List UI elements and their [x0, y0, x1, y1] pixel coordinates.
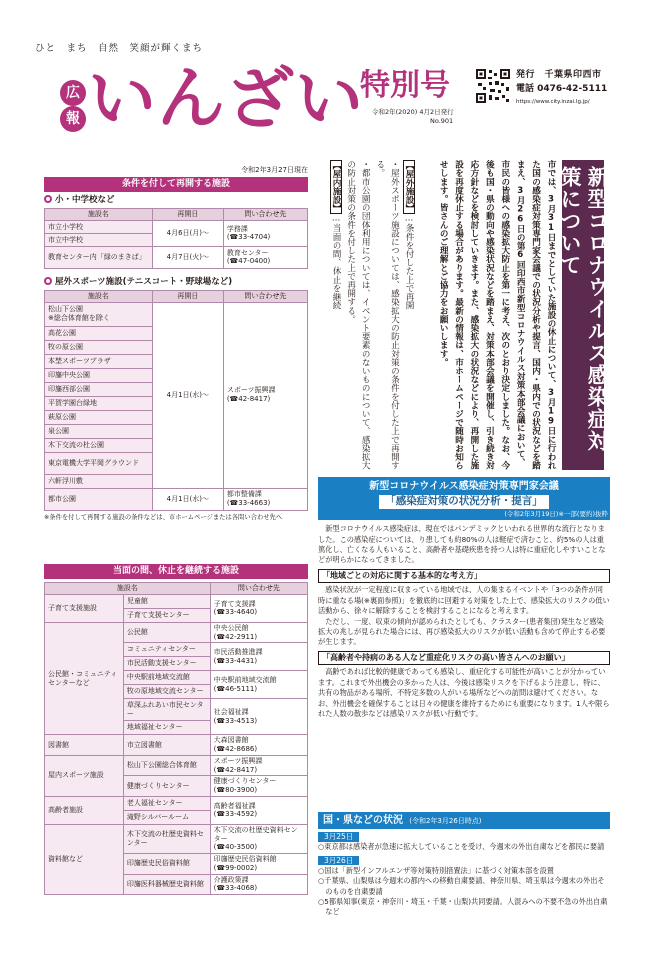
facility-category: 資料館など	[45, 824, 124, 894]
reopen-date: 4月6日(月)～	[152, 220, 223, 246]
national-date-1: 3月25日	[318, 832, 359, 842]
notes-outdoor-sports: ・屋外スポーツ施設については、感染拡大の防止対策の条件を付した上で再開する。	[374, 160, 400, 470]
table-row	[45, 220, 308, 233]
table-row	[45, 488, 308, 510]
contact: 教育センター (☎47-0400)	[223, 246, 307, 268]
notes-indoor-line	[328, 160, 343, 470]
col-header-facility: 施設名	[45, 209, 153, 221]
facility-name: 六軒浮川敷	[45, 474, 153, 488]
contact: 学務課 (☎33-4704)	[223, 220, 307, 246]
facility-category: 屋内スポーツ施設	[45, 755, 124, 796]
issue-number: No.901	[430, 117, 454, 125]
intro-text	[420, 160, 558, 470]
expert-bar: 新型コロナウイルス感染症対策専門家会議	[369, 481, 559, 492]
national-item: ○千葉県、山梨県は今週末の都内への移動自粛要請、神奈川県、埼玉県は今週末の外出そのものを自粛要請	[318, 876, 605, 896]
koho-badge-1: 広	[60, 80, 86, 106]
facility-name: 牧の原公園	[45, 340, 153, 354]
contact: 印旛歴史民俗資料館 (☎99-0002)	[210, 854, 307, 875]
facility-notes	[316, 160, 416, 470]
headline: 新型コロナウイルス感染症対策について	[558, 166, 610, 452]
contact: 高齢者福祉課 (☎33-4592)	[210, 796, 307, 824]
facility-name: 市立小学校	[45, 220, 153, 233]
facility-name: 木下交流の杜公園	[45, 438, 153, 452]
facility-name: 印旛歴史民俗資料館	[123, 854, 210, 875]
school-table	[44, 208, 308, 269]
facility-name: 市民活動支援センター	[123, 657, 210, 671]
intro-body: 市では、3月31日までとしていた施設の休止について、3月19日に行われた国の感染症対策専門家会議での状況分析や提言、国内・県内での状況などを踏まえ、3月26日の第6回印西市新型コロナウイルス対策本部会議において、市民の皆様への感染拡大防止を第一に考え、次のとおり決定しました。なお、今後も国・県の動向や感染状況などを踏まえ、対策本部会議を開催し、引き続き対応方針などを検討していきます。また、感染拡大の状況などにより、再開した施設を再度休止する場合があります。最新の情報は、市ホームページで随時お知らせします。	[438, 160, 556, 470]
expert-heading-1: 「地域ごとの対応に関する基本的な考え方」	[318, 569, 610, 583]
facility-name: 木下交流の杜歴史資料センター	[123, 824, 210, 853]
facility-name: 松山下公園総合体育館	[123, 755, 210, 776]
national-header	[318, 812, 610, 829]
facility-name: 印旛医科器械歴史資料館	[123, 874, 210, 895]
col-header-facility: 施設名	[45, 290, 153, 302]
facility-category: 子育て支援施設	[45, 594, 124, 622]
expert-paragraph-2: 感染状況が一定程度に収まっている地域では、人の集まるイベントや「3つの条件が同時に重なる場(※裏面参照)」を徹底的に回避する対策をした上で、感染拡大のリスクの低い活動から、徐々に解除することを検討することになると考えます。	[318, 585, 610, 616]
notes-indoor-title: 【屋内施設】	[331, 161, 342, 213]
issue-date: 令和2年(2020) 4月2日発行	[372, 108, 454, 116]
national-date-2: 3月26日	[318, 856, 359, 866]
qr-code-icon[interactable]	[475, 68, 511, 104]
facility-name: 公民館	[123, 622, 210, 643]
contact: 子育て支援課 (☎33-4640)	[210, 594, 307, 622]
facility-name: 老人福祉センター	[123, 796, 210, 810]
col-header-contact: 問い合わせ先	[210, 583, 307, 595]
table-row	[45, 824, 308, 853]
national-item: ○東京都は感染者が急速に拡大していることを受け、今週末の外出自粛などを都民に要請	[318, 842, 605, 852]
col-header-facility: 施設名	[45, 583, 211, 595]
facility-name: 教育センター内「緑のまきば」	[45, 246, 153, 268]
closed-table	[44, 582, 308, 895]
intro-closing: 皆さんのご理解とご協力をお願いします。	[438, 203, 449, 367]
notes-outdoor-summary: …条件を付した上で再開	[404, 213, 414, 310]
contact: 中央駅前地域交流館 (☎46-5111)	[210, 671, 307, 699]
facility-name: 都市公園	[45, 488, 153, 510]
notes-urban-park: ・都市公園の団体利用については、イベント要素のないものについて、感染拡大の防止対策の条件を付した上で再開する。	[345, 160, 371, 470]
expert-section	[318, 477, 610, 719]
circle-bullet-icon	[44, 277, 52, 285]
facility-category: 図書館	[45, 735, 124, 756]
outdoor-table	[44, 290, 308, 511]
contact: 中央公民館 (☎42-2911)	[210, 622, 307, 643]
special-issue-label: 特別号	[360, 68, 450, 103]
expert-date: (令和2年3月19日)※一部(要約)抜粋	[504, 509, 608, 518]
facility-name: コミュニティセンター	[123, 643, 210, 657]
facility-name: 平賀学園台緑地	[45, 396, 153, 410]
col-header-reopen-date: 再開日	[152, 209, 223, 221]
facility-name: 牧の原地域交流センター	[123, 685, 210, 699]
contact: 市民活動推進課 (☎33-4431)	[210, 643, 307, 671]
contact: 木下交流の杜歴史資料センター (☎40-3500)	[210, 824, 307, 853]
slogan: ひと まち 自然 笑顔が輝くまち	[35, 43, 204, 54]
reopen-bar: 条件を付して再開する施設	[44, 177, 308, 192]
reopen-as-of: 令和2年3月27日現在	[241, 166, 308, 174]
facility-name: 松山下公園 ※総合体育館を除く	[45, 302, 153, 326]
expert-header	[318, 477, 610, 520]
facility-name: 高花公園	[45, 326, 153, 340]
table-row	[45, 246, 308, 268]
table-row	[45, 796, 308, 810]
facility-name: 中央駅前地域交流館	[123, 671, 210, 685]
national-item: ○国は「新型インフルエンザ等対策特別措置法」に基づく対策本部を設置	[318, 865, 554, 875]
expert-paragraph-1: 新型コロナウイルス感染症は、現在ではパンデミックといわれる世界的な流行となりました。この感染症については、り患しても約80%の人は軽症で済むこと、約5%の人は重篤化し、亡くなる人もいること、高齢者や基礎疾患を持つ人は特に重症化しやすいことなどが明らかになってきました。	[318, 524, 606, 565]
table-row	[45, 594, 308, 608]
contact: スポーツ振興課 (☎42-8417)	[210, 755, 307, 776]
facility-name: 東京電機大学平岡グラウンド	[45, 452, 153, 474]
koho-badge-2: 報	[60, 106, 86, 132]
contact: 大森図書館 (☎42-8686)	[210, 735, 307, 756]
headline-box	[558, 160, 610, 470]
circle-bullet-icon	[44, 195, 52, 203]
newsletter-title: いんざい	[88, 60, 365, 139]
facility-name: 草深ふれあい市民センター	[123, 699, 210, 721]
closed-bar: 当面の間、休止を継続する施設	[44, 564, 308, 579]
notes-outdoor-title: 【屋外施設】	[404, 161, 414, 213]
national-as-of: (令和2年3月26日時点)	[409, 817, 482, 825]
closed-section	[44, 564, 308, 895]
facility-name: 市立図書館	[123, 735, 210, 756]
city-url[interactable]: https://www.city.inzai.lg.jp/	[516, 99, 590, 105]
national-item: ○5都県知事(東京・神奈川・埼玉・千葉・山梨)共同要請。人混みへの不要不急の外出自粛など	[318, 896, 608, 917]
col-header-contact: 問い合わせ先	[223, 290, 307, 302]
facility-name: 子育て支援センター	[123, 608, 210, 622]
city-phone: 電話 0476-42-5111	[516, 84, 608, 94]
facility-name: 児童館	[123, 594, 210, 608]
facility-category: 高齢者施設	[45, 796, 124, 824]
notes-outdoor-line	[401, 160, 416, 470]
facility-category: 公民館・コミュニティセンターなど	[45, 622, 124, 735]
expert-heading-2: 「高齢者や持病のある人など重症化リスクの高い皆さんへのお願い」	[318, 651, 610, 665]
reopen-note: ※条件を付して再開する施設の条件などは、市ホームページまたは各問い合わせ先へ	[44, 513, 283, 521]
contact: 都市整備課 (☎33-4663)	[223, 488, 307, 510]
expert-paragraph-3: ただし、一度、収束の傾向が認められたとしても、クラスター(患者集団)発生など感染拡大の兆しが見られた場合には、再び感染拡大のリスクが低い活動も含めて停止する必要が生じます。	[318, 616, 606, 647]
facility-name: 萩原公園	[45, 410, 153, 424]
reopen-date: 4月1日(水)～	[152, 302, 223, 488]
facility-name: 本埜スポーツプラザ	[45, 354, 153, 368]
masthead	[0, 0, 646, 140]
contact: 社会福祉課 (☎33-4513)	[210, 699, 307, 735]
contact: 健康づくりセンター (☎80-3900)	[210, 776, 307, 797]
col-header-contact: 問い合わせ先	[223, 209, 307, 221]
facility-name: 印旛西部公園	[45, 382, 153, 396]
national-section	[318, 812, 610, 918]
table-row	[45, 755, 308, 776]
national-bar: 国・県などの状況	[323, 815, 403, 826]
table-row	[45, 302, 308, 326]
reopen-section	[44, 166, 308, 522]
reopen-date: 4月1日(水)～	[152, 488, 223, 510]
expert-paragraph-4: 高齢であれば比較的健康であっても感染し、重症化する可能性が高いことが分かっています。これまで外出機会の多かった人は、今後は感染リスクを下げるよう注意し、特に、共有の物品がある場所、不特定多数の人がいる場所などへの訪問は避けてください。なお、外出機会を確保することは日々の健康を維持するためにも重要になります。1人や限られた人数の散歩などは感染リスクが低い行動です。	[318, 667, 610, 718]
col-header-reopen-date: 再開日	[152, 290, 223, 302]
contact: スポーツ振興課 (☎42-8417)	[223, 302, 307, 488]
facility-name: 市立中学校	[45, 233, 153, 246]
table-row	[45, 735, 308, 756]
school-subtitle: 小・中学校など	[44, 195, 308, 206]
facility-name: 健康づくりセンター	[123, 776, 210, 797]
facility-name: 印旛中央公園	[45, 368, 153, 382]
contact: 介護政策課 (☎33-4068)	[210, 874, 307, 895]
reopen-date: 4月7日(火)～	[152, 246, 223, 268]
facility-name: 滝野シルバールーム	[123, 810, 210, 824]
facility-name: 泉公園	[45, 424, 153, 438]
table-row	[45, 622, 308, 643]
publisher: 発行 千葉県印西市	[516, 70, 602, 80]
outdoor-subtitle: 屋外スポーツ施設(テニスコート・野球場など)	[44, 277, 308, 288]
facility-name: 地域福祉センター	[123, 721, 210, 735]
notes-indoor-summary: …当面の間、休止を継続	[331, 213, 342, 310]
expert-sub: 「感染症対策の状況分析・提言」	[379, 495, 549, 509]
